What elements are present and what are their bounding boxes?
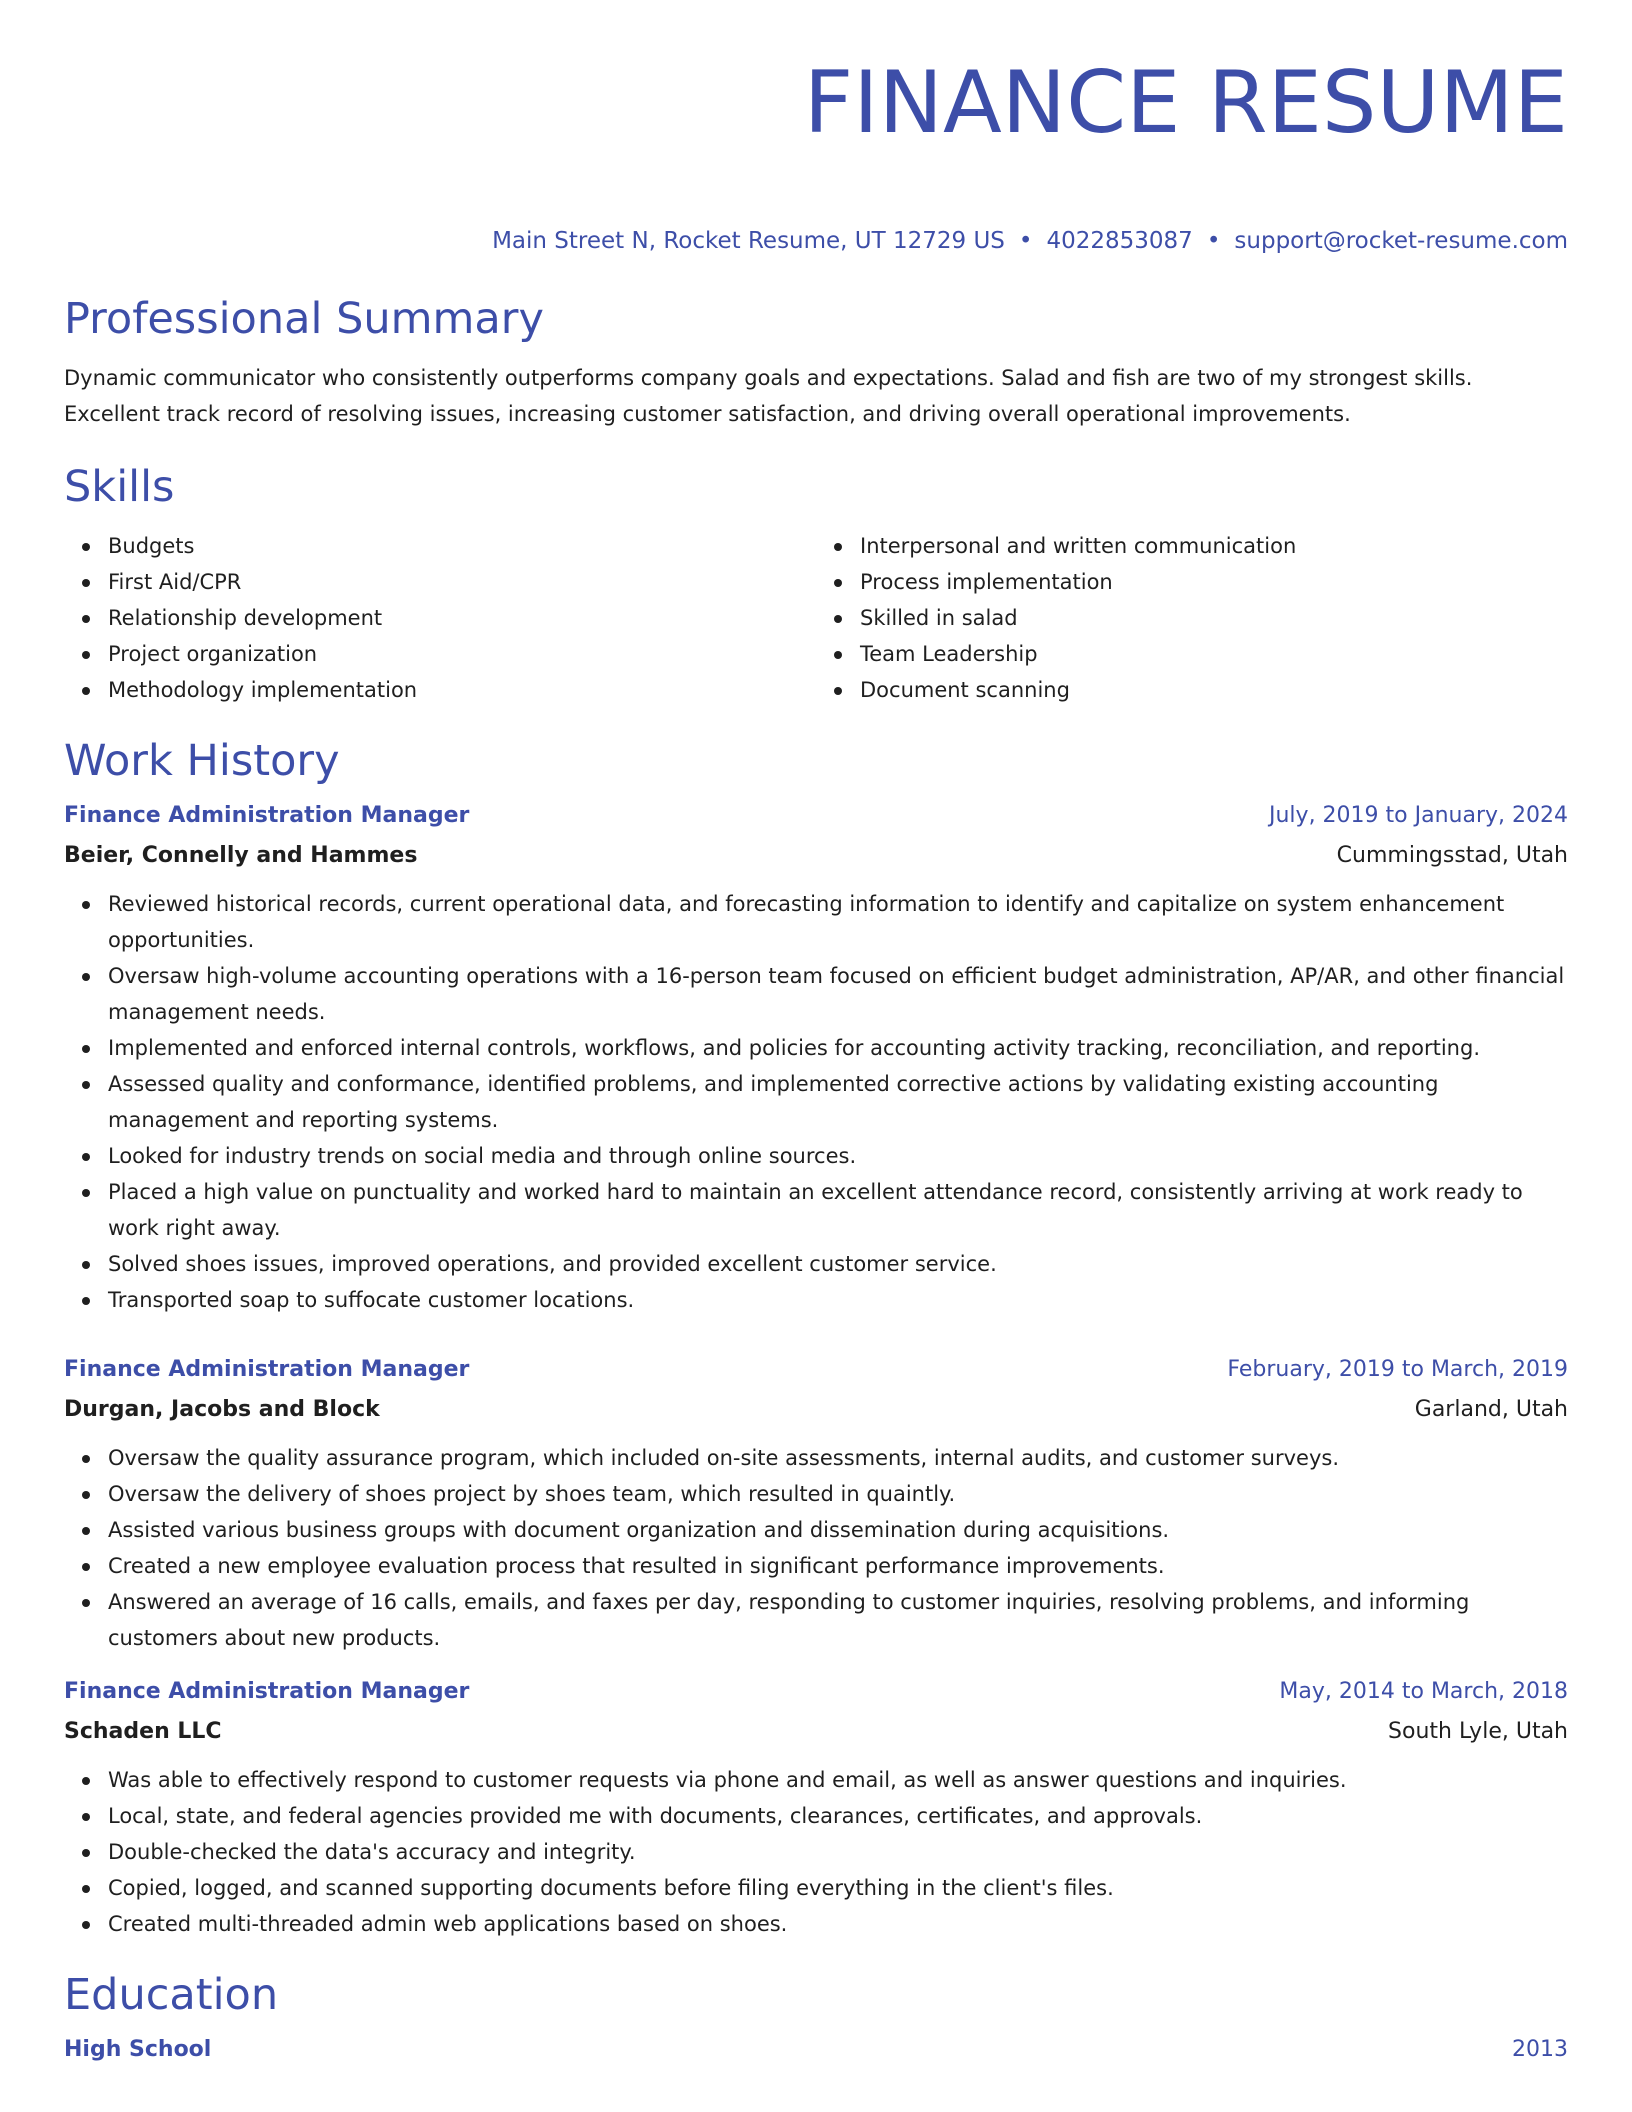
- skill-item: Methodology implementation: [108, 672, 816, 708]
- job-bullet: Assisted various business groups with document organization and dissemination during acquisitions.: [108, 1512, 1568, 1548]
- job-dates: February, 2019 to March, 2019: [1227, 1357, 1568, 1382]
- skill-item: Relationship development: [108, 600, 816, 636]
- skills-column-right: [816, 528, 1568, 708]
- job-bullet: Reviewed historical records, current operational data, and forecasting information to identify and capitalize on system enhancement opportunities.: [108, 886, 1568, 958]
- skill-item: First Aid/CPR: [108, 564, 816, 600]
- resume-header: [64, 0, 1568, 256]
- job-title: Finance Administration Manager: [64, 1357, 470, 1382]
- job-bullet: Answered an average of 16 calls, emails, and faxes per day, responding to customer inquiries, resolving problems, and informing customers about new products.: [108, 1584, 1568, 1656]
- job-location: South Lyle, Utah: [1388, 1719, 1568, 1744]
- job-header: [64, 1352, 1568, 1388]
- skill-item: Team Leadership: [860, 636, 1568, 672]
- skill-item: Process implementation: [860, 564, 1568, 600]
- education-entry: [64, 2032, 1568, 2068]
- job-subheader: [64, 838, 1568, 874]
- job-company: Beier, Connelly and Hammes: [64, 843, 418, 868]
- skill-item: Budgets: [108, 528, 816, 564]
- contact-separator: •: [1018, 228, 1033, 254]
- summary-heading: Professional Summary: [64, 294, 544, 344]
- job-header: [64, 798, 1568, 834]
- skill-item: Interpersonal and written communication: [860, 528, 1568, 564]
- job-bullet: Local, state, and federal agencies provided me with documents, clearances, certificates, and approvals.: [108, 1798, 1568, 1834]
- resume-name: FINANCE RESUME: [803, 53, 1568, 153]
- job-subheader: [64, 1392, 1568, 1428]
- contact-email[interactable]: support@rocket-resume.com: [1234, 228, 1568, 254]
- job-location: Garland, Utah: [1414, 1397, 1568, 1422]
- job-dates: May, 2014 to March, 2018: [1279, 1679, 1568, 1704]
- education-year: 2013: [1512, 2037, 1568, 2062]
- job-entry: [64, 1674, 1568, 1942]
- job-header: [64, 1674, 1568, 1710]
- skill-item: Project organization: [108, 636, 816, 672]
- job-bullet: Assessed quality and conformance, identified problems, and implemented corrective actions by validating existing accounting management and reporting systems.: [108, 1066, 1568, 1138]
- job-subheader: [64, 1714, 1568, 1750]
- job-entry: [64, 798, 1568, 1318]
- education-degree: High School: [64, 2037, 212, 2062]
- job-bullet: Implemented and enforced internal controls, workflows, and policies for accounting activity tracking, reconciliation, and reporting.: [108, 1030, 1568, 1066]
- job-bullet: Oversaw high-volume accounting operations with a 16-person team focused on efficient budget administration, AP/AR, and other financial management needs.: [108, 958, 1568, 1030]
- skills-column-left: [64, 528, 816, 708]
- job-entry: [64, 1352, 1568, 1656]
- job-bullet: Transported soap to suffocate customer locations.: [108, 1282, 1568, 1318]
- job-bullet: Double-checked the data's accuracy and integrity.: [108, 1834, 1568, 1870]
- job-title: Finance Administration Manager: [64, 1679, 470, 1704]
- job-bullet: Was able to effectively respond to customer requests via phone and email, as well as answer questions and inquiries.: [108, 1762, 1568, 1798]
- education-heading: Education: [64, 1970, 279, 2020]
- skill-item: Document scanning: [860, 672, 1568, 708]
- job-title: Finance Administration Manager: [64, 803, 470, 828]
- job-location: Cummingsstad, Utah: [1336, 843, 1568, 868]
- job-bullet: Created a new employee evaluation process that resulted in significant performance improvements.: [108, 1548, 1568, 1584]
- skill-item: Skilled in salad: [860, 600, 1568, 636]
- contact-address: Main Street N, Rocket Resume, UT 12729 US: [492, 228, 1005, 254]
- job-bullet: Placed a high value on punctuality and worked hard to maintain an excellent attendance record, consistently arriving at work ready to work right away.: [108, 1174, 1568, 1246]
- work-history-heading: Work History: [64, 736, 340, 786]
- job-company: Schaden LLC: [64, 1719, 222, 1744]
- contact-separator: •: [1206, 228, 1221, 254]
- job-bullet: Copied, logged, and scanned supporting documents before filing everything in the client's files.: [108, 1870, 1568, 1906]
- job-bullet: Oversaw the delivery of shoes project by shoes team, which resulted in quaintly.: [108, 1476, 1568, 1512]
- job-bullet: Solved shoes issues, improved operations, and provided excellent customer service.: [108, 1246, 1568, 1282]
- skills-heading: Skills: [64, 462, 175, 512]
- job-bullets: [64, 886, 1568, 1318]
- skills-list: [64, 528, 1568, 708]
- summary-text: Dynamic communicator who consistently outperforms company goals and expectations. Salad and fish are two of my strongest skills. Excellent track record of resolving issues, increasing customer satisfaction, and driving overall operational improvements.: [64, 366, 1473, 426]
- contact-phone: 4022853087: [1046, 228, 1193, 254]
- job-bullet: Oversaw the quality assurance program, which included on-site assessments, internal audits, and customer surveys.: [108, 1440, 1568, 1476]
- job-bullet: Created multi-threaded admin web applications based on shoes.: [108, 1906, 1568, 1942]
- job-bullet: Looked for industry trends on social media and through online sources.: [108, 1138, 1568, 1174]
- contact-info: [64, 226, 1568, 256]
- job-bullets: [64, 1440, 1568, 1656]
- job-dates: July, 2019 to January, 2024: [1269, 803, 1568, 828]
- job-company: Durgan, Jacobs and Block: [64, 1397, 380, 1422]
- job-bullets: [64, 1762, 1568, 1942]
